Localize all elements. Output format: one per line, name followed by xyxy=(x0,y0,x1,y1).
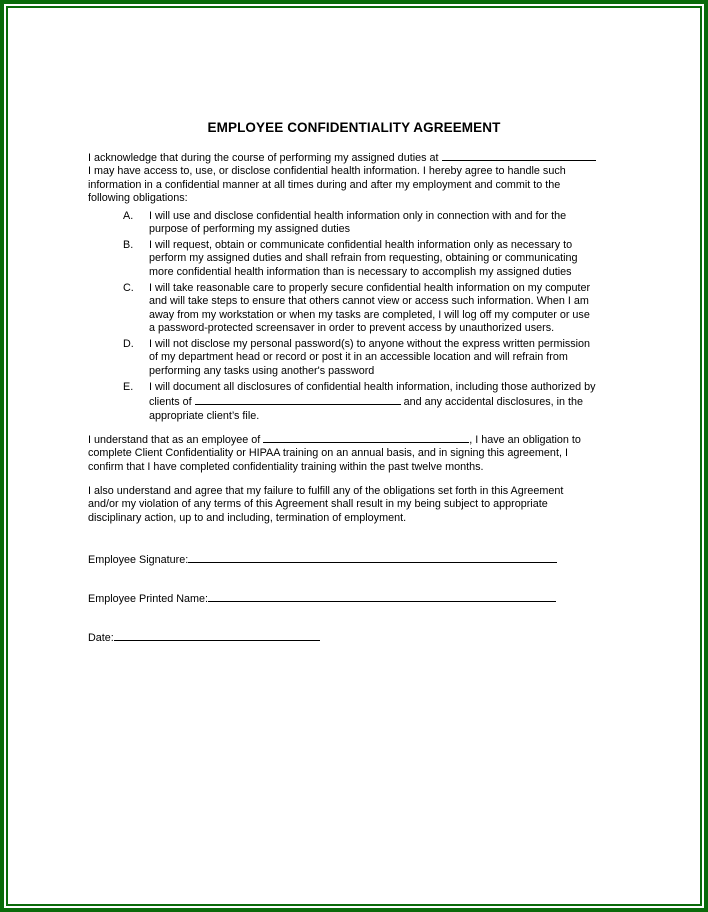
obligation-text: purpose of performing my assigned duties xyxy=(149,223,351,236)
obligation-text: appropriate client’s file. xyxy=(149,409,260,422)
obligation-letter: D. xyxy=(123,338,134,350)
date-row xyxy=(88,629,320,645)
obligation-letter: E. xyxy=(123,381,134,393)
obligation-text: I will not disclose my personal password(s) to anyone without the express written permission xyxy=(149,338,591,350)
signature-row xyxy=(88,551,557,567)
obligation-text: I will use and disclose confidential health information only in connection with and for the xyxy=(149,210,567,222)
failure-line: I also understand and agree that my failure to fulfill any of the obligations set forth in this Agreement xyxy=(88,485,564,497)
signature-field[interactable] xyxy=(188,551,557,563)
document-title: EMPLOYEE CONFIDENTIALITY AGREEMENT xyxy=(207,120,501,135)
obligation-text: away from my workstation or when my tasks are completed, I will log off my computer or use xyxy=(149,308,590,321)
intro-paragraph xyxy=(88,150,624,205)
employer-name-blank[interactable] xyxy=(442,150,596,161)
obligation-letter: C. xyxy=(123,282,134,294)
date-field[interactable] xyxy=(114,629,320,641)
date-label: Date: xyxy=(88,632,114,644)
obligation-text: performing any tasks using another's password xyxy=(149,364,375,377)
obligation-text: of my department head or record or post it in an accessible location and will refrain from xyxy=(149,351,568,364)
obligation-text: a password-protected screensaver in order to prevent access by unauthorized users. xyxy=(149,321,555,334)
obligation-text: I will document all disclosures of confidential health information, including those authorized by xyxy=(149,381,596,393)
obligation-letter: A. xyxy=(123,210,134,222)
intro-line: I may have access to, use, or disclose confidential health information. I hereby agree to handle such xyxy=(88,165,566,178)
intro-line: following obligations: xyxy=(88,191,188,204)
obligation-letter: B. xyxy=(123,239,134,251)
clients-of-blank[interactable] xyxy=(195,394,401,405)
employee-line: confirm that I have completed confidentiality training within the past twelve months. xyxy=(88,460,484,473)
obligation-text: I will take reasonable care to properly secure confidential health information on my computer xyxy=(149,282,591,294)
obligation-text: more confidential health information than is necessary to accomplish my assigned duties xyxy=(149,265,572,278)
obligation-text: and will take steps to ensure that others cannot view or access such information. When I am xyxy=(149,295,589,308)
failure-paragraph xyxy=(88,485,624,525)
failure-line: and/or my violation of any terms of this Agreement shall result in my being subject to appropriate xyxy=(88,498,548,511)
signature-label: Employee Signature: xyxy=(88,554,189,566)
printed-name-label: Employee Printed Name: xyxy=(88,593,209,605)
obligation-text: clients of and any accidental disclosures, in the xyxy=(149,396,584,409)
obligation-text: perform my assigned duties and shall refrain from requesting, obtaining or communicating xyxy=(149,252,578,265)
intro-line: I acknowledge that during the course of performing my assigned duties at xyxy=(88,150,624,165)
employee-line: complete Client Confidentiality or HIPAA training on an annual basis, and in signing this agreement, I xyxy=(88,447,568,460)
failure-line: disciplinary action, up to and including, termination of employment. xyxy=(88,511,407,524)
employee-paragraph xyxy=(88,432,624,474)
employer-blank[interactable] xyxy=(263,432,469,443)
printed-name-field[interactable] xyxy=(208,590,556,602)
intro-line: information in a confidential manner at all times during and after my employment and commit to the xyxy=(88,178,561,191)
obligation-text: I will request, obtain or communicate confidential health information only as necessary to xyxy=(149,239,573,251)
employee-line: I understand that as an employee of , I have an obligation to xyxy=(88,434,581,446)
printed-name-row xyxy=(88,590,556,606)
